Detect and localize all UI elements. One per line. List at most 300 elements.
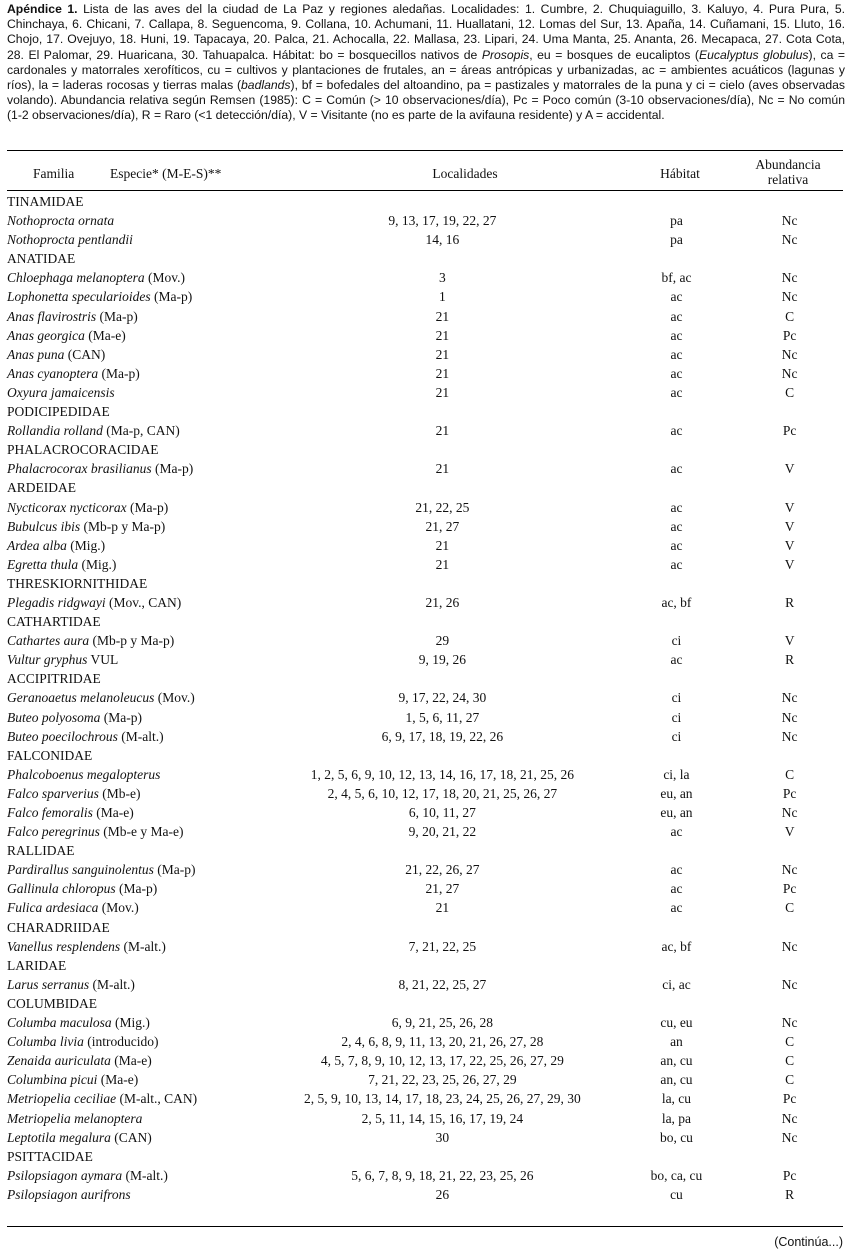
species-name: Columbina picui bbox=[7, 1072, 98, 1088]
species-row bbox=[7, 555, 843, 574]
habitat-cell: ac bbox=[670, 423, 683, 439]
abundance-cell: R bbox=[785, 594, 795, 610]
species-row bbox=[7, 1032, 843, 1051]
abundance-cell: Nc bbox=[781, 976, 798, 992]
family-row bbox=[7, 1147, 843, 1166]
species-cell bbox=[7, 937, 268, 956]
habitat-cell: an, cu bbox=[660, 1072, 693, 1088]
species-status: (M-alt.) bbox=[89, 976, 135, 992]
habitat-cell: pa bbox=[670, 213, 683, 229]
species-status: (Mig.) bbox=[78, 556, 117, 572]
species-status: (Ma-e) bbox=[92, 805, 134, 820]
family-name: COLUMBIDAE bbox=[7, 995, 97, 1011]
species-status: (Mb-p y Ma-p) bbox=[89, 633, 175, 649]
header-abundancia-line1: Abundancia bbox=[755, 157, 821, 172]
localities-cell: 1, 5, 6, 11, 27 bbox=[405, 709, 480, 725]
species-row bbox=[7, 517, 843, 536]
species-cell bbox=[7, 708, 268, 727]
abundance-cell: C bbox=[785, 1034, 795, 1050]
family-name: ARDEIDAE bbox=[7, 480, 76, 496]
abundance-cell: R bbox=[785, 1186, 795, 1202]
species-status: (Mig.) bbox=[111, 1015, 150, 1031]
species-row bbox=[7, 879, 843, 898]
caption-text-1: Lista de las aves del la ciudad de La Paz y regiones aledañas. Localidades: 1. Cumbre, 2. Chuquiaguillo, 3. Kaluyo, 4. Pura Pura, 5. Chinchaya, 6. Chicani, 7. Callapa, 8. Seguencoma, 9. Collana, 10. Achumani, 11. Huallatani, 12. Lomas del Sur, 13. Apaña, 14. Cuñamani, 15. Lluto, 16. Chojo, 17. Ovejuyo, 18. Huni, 19. Tapacaya, 20. Palca, 21. Achocalla, 22. Mallasa, 23. Lipari, 24. Uma Manta, 25. Ananta, 26. Mecapaca, 27. Cota Cota, 28. El Palomar, 29. Huaricana, 30. Tahuapalca. Hábitat: bo = bosquecillos nativos de bbox=[7, 2, 845, 62]
species-cell bbox=[7, 287, 268, 306]
species-row bbox=[7, 593, 843, 612]
species-status: (Ma-e) bbox=[97, 1072, 139, 1088]
species-row bbox=[7, 230, 843, 249]
species-name: Cathartes aura bbox=[7, 633, 90, 649]
species-cell bbox=[7, 860, 268, 879]
species-cell bbox=[7, 650, 268, 669]
abundance-cell: C bbox=[785, 766, 795, 782]
species-status: (Mb-e y Ma-e) bbox=[99, 824, 184, 840]
species-name: Zenaida auriculata bbox=[7, 1053, 111, 1069]
abundance-cell: Pc bbox=[782, 785, 797, 801]
species-name: Plegadis ridgwayi bbox=[7, 594, 106, 610]
species-row bbox=[7, 268, 843, 287]
habitat-cell: an, cu bbox=[660, 1053, 693, 1069]
species-row bbox=[7, 784, 843, 803]
species-row bbox=[7, 1051, 843, 1070]
abundance-cell: Nc bbox=[781, 270, 798, 286]
species-row bbox=[7, 727, 843, 746]
habitat-cell: bo, cu bbox=[659, 1129, 693, 1145]
species-name: Metriopelia ceciliae bbox=[7, 1091, 117, 1107]
habitat-cell: eu, an bbox=[660, 785, 693, 801]
species-status: (introducido) bbox=[83, 1034, 159, 1050]
habitat-cell: ci, la bbox=[663, 766, 690, 782]
species-name: Anas puna bbox=[7, 346, 65, 362]
species-row bbox=[7, 498, 843, 517]
species-row bbox=[7, 307, 843, 326]
abundance-cell: Pc bbox=[782, 327, 797, 343]
species-name: Larus serranus bbox=[7, 976, 90, 992]
abundance-cell: C bbox=[785, 1053, 795, 1069]
species-row bbox=[7, 688, 843, 707]
species-cell bbox=[7, 211, 268, 230]
abundance-cell: Nc bbox=[781, 213, 798, 229]
habitat-cell: ac bbox=[670, 327, 683, 343]
species-status: (Mig.) bbox=[66, 537, 106, 553]
species-name: Buteo polyosoma bbox=[7, 709, 101, 725]
abundance-cell: C bbox=[785, 1072, 795, 1088]
abundance-cell: Nc bbox=[781, 232, 798, 248]
species-status: (Mb-e) bbox=[98, 785, 141, 801]
abundance-cell: V bbox=[784, 537, 795, 553]
abundance-cell: C bbox=[785, 308, 795, 324]
species-name: Falco sparverius bbox=[7, 785, 99, 801]
top-rule bbox=[7, 150, 843, 151]
localities-cell: 1, 2, 5, 6, 9, 10, 12, 13, 14, 16, 17, 18, 21, 25, 26 bbox=[310, 766, 575, 782]
species-cell bbox=[7, 498, 268, 517]
abundance-cell: R bbox=[785, 652, 795, 668]
localities-cell: 5, 6, 7, 8, 9, 18, 21, 22, 23, 25, 26 bbox=[351, 1167, 534, 1183]
habitat-cell: an bbox=[670, 1034, 683, 1050]
localities-cell: 30 bbox=[435, 1129, 450, 1145]
localities-cell: 21 bbox=[435, 308, 450, 324]
family-row bbox=[7, 574, 843, 593]
family-name: PHALACROCORACIDAE bbox=[7, 442, 159, 458]
species-name: Columba livia bbox=[7, 1034, 84, 1050]
species-status: (Mb-p y Ma-p) bbox=[80, 518, 166, 534]
localities-cell: 2, 5, 9, 10, 13, 14, 17, 18, 23, 24, 25, 26, 27, 29, 30 bbox=[304, 1091, 581, 1107]
abundance-cell: Nc bbox=[781, 805, 798, 820]
species-row bbox=[7, 459, 843, 478]
abundance-cell: Nc bbox=[781, 862, 798, 878]
species-name: Rollandia rolland bbox=[7, 423, 103, 439]
species-row bbox=[7, 860, 843, 879]
species-row bbox=[7, 708, 843, 727]
abundance-cell: Nc bbox=[781, 1110, 798, 1126]
species-row bbox=[7, 898, 843, 917]
localities-cell: 9, 19, 26 bbox=[418, 652, 467, 668]
species-row bbox=[7, 1013, 843, 1032]
localities-cell: 21 bbox=[435, 900, 450, 916]
caption-label: Apéndice 1. bbox=[7, 2, 78, 16]
species-cell bbox=[7, 1109, 268, 1128]
habitat-cell: ci bbox=[671, 690, 682, 706]
localities-cell: 14, 16 bbox=[425, 232, 460, 248]
abundance-cell: V bbox=[784, 824, 795, 840]
family-name: TINAMIDAE bbox=[7, 194, 84, 209]
species-status: (Ma-e) bbox=[110, 1053, 152, 1069]
species-name: Falco peregrinus bbox=[7, 824, 100, 840]
localities-cell: 21 bbox=[435, 346, 450, 362]
localities-cell: 21 bbox=[435, 556, 450, 572]
family-name: FALCONIDAE bbox=[7, 747, 93, 763]
habitat-cell: ac bbox=[670, 862, 683, 878]
family-name: THRESKIORNITHIDAE bbox=[7, 575, 148, 591]
localities-cell: 7, 21, 22, 25 bbox=[408, 938, 477, 954]
habitat-cell: ac bbox=[670, 499, 683, 515]
habitat-cell: la, pa bbox=[661, 1110, 692, 1126]
species-row bbox=[7, 975, 843, 994]
localities-cell: 26 bbox=[435, 1186, 450, 1202]
habitat-cell: ac bbox=[670, 365, 683, 381]
species-cell bbox=[7, 230, 268, 249]
species-cell bbox=[7, 1089, 268, 1108]
abundance-cell: Pc bbox=[782, 423, 797, 439]
habitat-cell: ac bbox=[670, 461, 683, 477]
species-status: VUL bbox=[87, 652, 119, 668]
species-cell bbox=[7, 383, 268, 402]
species-cell bbox=[7, 1070, 268, 1089]
habitat-cell: cu bbox=[670, 1186, 683, 1202]
family-name: ANATIDAE bbox=[7, 251, 76, 267]
localities-cell: 21, 26 bbox=[425, 594, 460, 610]
species-status: (M-alt.) bbox=[120, 938, 166, 954]
species-name: Lophonetta specularioides bbox=[7, 289, 151, 305]
habitat-cell: ac bbox=[670, 384, 683, 400]
species-status: (Ma-p) bbox=[150, 289, 193, 305]
family-row bbox=[7, 746, 843, 765]
family-row bbox=[7, 402, 843, 421]
caption-italic-2: Eucalyptus globulus bbox=[698, 47, 809, 62]
species-cell bbox=[7, 898, 268, 917]
species-row bbox=[7, 536, 843, 555]
species-name: Nothoprocta ornata bbox=[7, 213, 115, 229]
species-row bbox=[7, 1128, 843, 1147]
family-row bbox=[7, 612, 843, 631]
habitat-cell: ac bbox=[670, 900, 683, 916]
species-cell bbox=[7, 1185, 268, 1204]
species-cell bbox=[7, 727, 268, 746]
species-name: Chloephaga melanoptera bbox=[7, 270, 145, 286]
family-name: CATHARTIDAE bbox=[7, 614, 101, 630]
localities-cell: 2, 4, 6, 8, 9, 11, 13, 20, 21, 26, 27, 28 bbox=[341, 1034, 544, 1050]
species-cell bbox=[7, 517, 268, 536]
habitat-cell: ci bbox=[671, 709, 682, 725]
abundance-cell: Nc bbox=[781, 346, 798, 362]
species-name: Ardea alba bbox=[7, 537, 67, 553]
species-row bbox=[7, 937, 843, 956]
family-name: LARIDAE bbox=[7, 957, 67, 973]
abundance-cell: Nc bbox=[781, 690, 798, 706]
localities-cell: 21 bbox=[435, 423, 450, 439]
family-name: CHARADRIIDAE bbox=[7, 919, 110, 935]
species-cell bbox=[7, 975, 268, 994]
species-name: Psilopsiagon aymara bbox=[7, 1167, 123, 1183]
species-status: (M-alt.) bbox=[117, 728, 164, 744]
species-cell bbox=[7, 1166, 268, 1185]
abundance-cell: Nc bbox=[781, 365, 798, 381]
family-name: ACCIPITRIDAE bbox=[7, 671, 101, 687]
habitat-cell: eu, an bbox=[660, 805, 693, 820]
habitat-cell: ac bbox=[670, 556, 683, 572]
localities-cell: 21, 27 bbox=[425, 518, 460, 534]
localities-cell: 9, 17, 22, 24, 30 bbox=[398, 690, 487, 706]
species-name: Geranoaetus melanoleucus bbox=[7, 690, 155, 706]
species-cell bbox=[7, 268, 268, 287]
species-table-body bbox=[7, 192, 843, 1204]
localities-cell: 6, 10, 11, 27 bbox=[408, 805, 476, 820]
species-name: Nycticorax nycticorax bbox=[7, 499, 127, 515]
species-cell bbox=[7, 307, 268, 326]
header-abundancia bbox=[733, 157, 843, 187]
family-name: PODICIPEDIDAE bbox=[7, 404, 110, 420]
species-name: Vultur gryphus bbox=[7, 652, 88, 668]
species-name: Anas flavirostris bbox=[7, 308, 97, 324]
habitat-cell: ac bbox=[670, 537, 683, 553]
abundance-cell: Nc bbox=[781, 938, 798, 954]
species-name: Anas cyanoptera bbox=[7, 365, 99, 381]
species-row bbox=[7, 1166, 843, 1185]
species-name: Psilopsiagon aurifrons bbox=[7, 1186, 131, 1202]
caption-italic-1: Prosopis bbox=[481, 47, 530, 62]
habitat-cell: ac bbox=[670, 824, 683, 840]
species-status: (Ma-p) bbox=[100, 709, 142, 725]
species-status: (M-alt.) bbox=[122, 1167, 168, 1183]
species-cell bbox=[7, 421, 268, 440]
abundance-cell: V bbox=[784, 556, 795, 572]
abundance-cell: V bbox=[784, 461, 795, 477]
species-status: (Ma-p) bbox=[126, 499, 169, 515]
species-cell bbox=[7, 459, 268, 478]
localities-cell: 6, 9, 17, 18, 19, 22, 26 bbox=[381, 728, 504, 744]
species-row bbox=[7, 345, 843, 364]
family-row bbox=[7, 669, 843, 688]
caption-italic-3: badlands bbox=[241, 78, 291, 93]
header-rule bbox=[7, 190, 843, 191]
localities-cell: 4, 5, 7, 8, 9, 10, 12, 13, 17, 22, 25, 26, 27, 29 bbox=[320, 1053, 564, 1069]
species-name: Oxyura jamaicensis bbox=[7, 384, 115, 400]
habitat-cell: pa bbox=[670, 232, 683, 248]
localities-cell: 21 bbox=[435, 327, 450, 343]
caption-text-4: ), bf = bofedales del altoandino, pa = pastizales y matorrales de la puna y ci = cielo (aves observadas volando). Abundancia relativa según Remsen (1985): C = Común (> 10 observaciones/día), Pc = Poco común (3-10 observaciones/día), Nc = No común (1-2 observaciones/día), R = Raro (<1 detección/día), V = Visitante (no es parte de la avifauna residente) y A = accidental. bbox=[7, 78, 845, 123]
habitat-cell: ac bbox=[670, 289, 683, 305]
species-status: (Mov.) bbox=[144, 270, 185, 286]
abundance-cell: Nc bbox=[781, 1129, 798, 1145]
species-cell bbox=[7, 1013, 268, 1032]
localities-cell: 7, 21, 22, 23, 25, 26, 27, 29 bbox=[368, 1072, 517, 1088]
species-status: (Ma-p) bbox=[151, 461, 194, 477]
species-name: Buteo poecilochrous bbox=[7, 728, 118, 744]
family-row bbox=[7, 440, 843, 459]
abundance-cell: Nc bbox=[781, 1015, 798, 1031]
abundance-cell: Pc bbox=[782, 881, 797, 897]
localities-cell: 6, 9, 21, 25, 26, 28 bbox=[391, 1015, 494, 1031]
species-cell bbox=[7, 593, 268, 612]
species-name: Columba maculosa bbox=[7, 1015, 112, 1031]
localities-cell: 9, 13, 17, 19, 22, 27 bbox=[388, 213, 497, 229]
localities-cell: 21 bbox=[435, 384, 450, 400]
habitat-cell: ac bbox=[670, 518, 683, 534]
species-name: Bubulcus ibis bbox=[7, 518, 81, 534]
family-row bbox=[7, 956, 843, 975]
species-name: Anas georgica bbox=[7, 327, 85, 343]
species-row bbox=[7, 1089, 843, 1108]
localities-cell: 21, 27 bbox=[425, 881, 460, 897]
species-name: Leptotila megalura bbox=[7, 1129, 111, 1145]
species-status: (Ma-p) bbox=[96, 308, 138, 324]
localities-cell: 8, 21, 22, 25, 27 bbox=[398, 976, 487, 992]
species-status: (CAN) bbox=[64, 346, 106, 362]
family-row bbox=[7, 478, 843, 497]
family-name: RALLIDAE bbox=[7, 843, 75, 859]
family-row bbox=[7, 249, 843, 268]
species-cell bbox=[7, 1032, 268, 1051]
species-name: Phalacrocorax brasilianus bbox=[7, 461, 152, 477]
abundance-cell: Pc bbox=[782, 1091, 797, 1107]
header-especie: Especie* (M-E-S)** bbox=[110, 166, 222, 181]
species-row bbox=[7, 211, 843, 230]
species-name: Vanellus resplendens bbox=[7, 938, 121, 954]
species-status: (CAN) bbox=[110, 1129, 152, 1145]
species-row bbox=[7, 364, 843, 383]
localities-cell: 2, 5, 11, 14, 15, 16, 17, 19, 24 bbox=[361, 1110, 524, 1126]
species-name: Gallinula chloropus bbox=[7, 881, 116, 897]
habitat-cell: ac bbox=[670, 881, 683, 897]
habitat-cell: la, cu bbox=[661, 1091, 692, 1107]
localities-cell: 21 bbox=[435, 537, 450, 553]
caption-text-2: , eu = bosques de eucaliptos ( bbox=[529, 47, 699, 62]
species-status: (Ma-p) bbox=[153, 862, 196, 878]
localities-cell: 29 bbox=[435, 633, 450, 649]
species-status: (Ma-p, CAN) bbox=[102, 423, 180, 439]
family-row bbox=[7, 192, 843, 211]
species-name: Fulica ardesiaca bbox=[7, 900, 99, 916]
species-name: Pardirallus sanguinolentus bbox=[7, 862, 154, 878]
header-familia: Familia bbox=[33, 166, 75, 181]
localities-cell: 1 bbox=[439, 289, 446, 305]
habitat-cell: ac bbox=[670, 652, 683, 668]
species-cell bbox=[7, 784, 268, 803]
species-status: (M-alt., CAN) bbox=[116, 1091, 198, 1107]
species-cell bbox=[7, 345, 268, 364]
caption-text-3: ), ca = cardonales y matorrales xerofíticos, cu = cultivos y plantaciones de frutales, an = áreas antrópicas y urbanizadas, ac = ambientes acuáticos (lagunas y ríos), la = laderas rocosas y tierras malas ( bbox=[7, 47, 845, 93]
species-row bbox=[7, 326, 843, 345]
localities-cell: 9, 20, 21, 22 bbox=[408, 824, 477, 840]
species-row bbox=[7, 383, 843, 402]
species-cell bbox=[7, 555, 268, 574]
habitat-cell: ci bbox=[671, 633, 682, 649]
species-status: (Mov.) bbox=[98, 900, 139, 916]
habitat-cell: bf, ac bbox=[661, 270, 692, 286]
abundance-cell: Pc bbox=[782, 1167, 797, 1183]
table-caption bbox=[7, 2, 845, 124]
localities-cell: 21, 22, 25 bbox=[415, 499, 470, 515]
species-status: (Mov.) bbox=[154, 690, 195, 706]
habitat-cell: bo, ca, cu bbox=[650, 1167, 703, 1183]
localities-cell: 21 bbox=[435, 461, 450, 477]
species-status: (Mov., CAN) bbox=[105, 594, 182, 610]
species-cell bbox=[7, 364, 268, 383]
species-cell bbox=[7, 879, 268, 898]
header-abundancia-line2: relativa bbox=[767, 172, 809, 187]
family-name: PSITTACIDAE bbox=[7, 1148, 93, 1164]
species-cell bbox=[7, 803, 268, 822]
species-cell bbox=[7, 326, 268, 345]
header-localidades: Localidades bbox=[432, 166, 498, 181]
localities-cell: 3 bbox=[439, 270, 446, 286]
habitat-cell: ac, bf bbox=[661, 938, 692, 954]
species-name: Falco femoralis bbox=[7, 805, 93, 820]
species-row bbox=[7, 1109, 843, 1128]
abundance-cell: C bbox=[785, 900, 795, 916]
localities-cell: 2, 4, 5, 6, 10, 12, 17, 18, 20, 21, 25, 26, 27 bbox=[327, 785, 558, 801]
species-row bbox=[7, 822, 843, 841]
localities-cell: 21 bbox=[435, 365, 450, 381]
species-status: (Ma-p) bbox=[115, 881, 158, 897]
abundance-cell: C bbox=[785, 384, 795, 400]
species-cell bbox=[7, 1128, 268, 1147]
species-status: (Ma-e) bbox=[84, 327, 126, 343]
bottom-rule bbox=[7, 1226, 843, 1227]
family-row bbox=[7, 841, 843, 860]
species-name: Phalcoboenus megalopterus bbox=[7, 766, 161, 782]
species-cell bbox=[7, 822, 268, 841]
header-habitat: Hábitat bbox=[660, 166, 700, 181]
abundance-cell: Nc bbox=[781, 289, 798, 305]
species-name: Nothoprocta pentlandii bbox=[7, 232, 133, 248]
localities-cell: 21, 22, 26, 27 bbox=[405, 862, 480, 878]
habitat-cell: ci, ac bbox=[662, 976, 691, 992]
species-row bbox=[7, 287, 843, 306]
species-cell bbox=[7, 631, 268, 650]
habitat-cell: ac, bf bbox=[661, 594, 692, 610]
species-cell bbox=[7, 1051, 268, 1070]
species-row bbox=[7, 765, 843, 784]
family-row bbox=[7, 994, 843, 1013]
abundance-cell: V bbox=[784, 518, 795, 534]
species-name: Egretta thula bbox=[7, 556, 79, 572]
species-row bbox=[7, 1070, 843, 1089]
species-row bbox=[7, 1185, 843, 1204]
species-cell bbox=[7, 536, 268, 555]
abundance-cell: V bbox=[784, 499, 795, 515]
family-row bbox=[7, 918, 843, 937]
